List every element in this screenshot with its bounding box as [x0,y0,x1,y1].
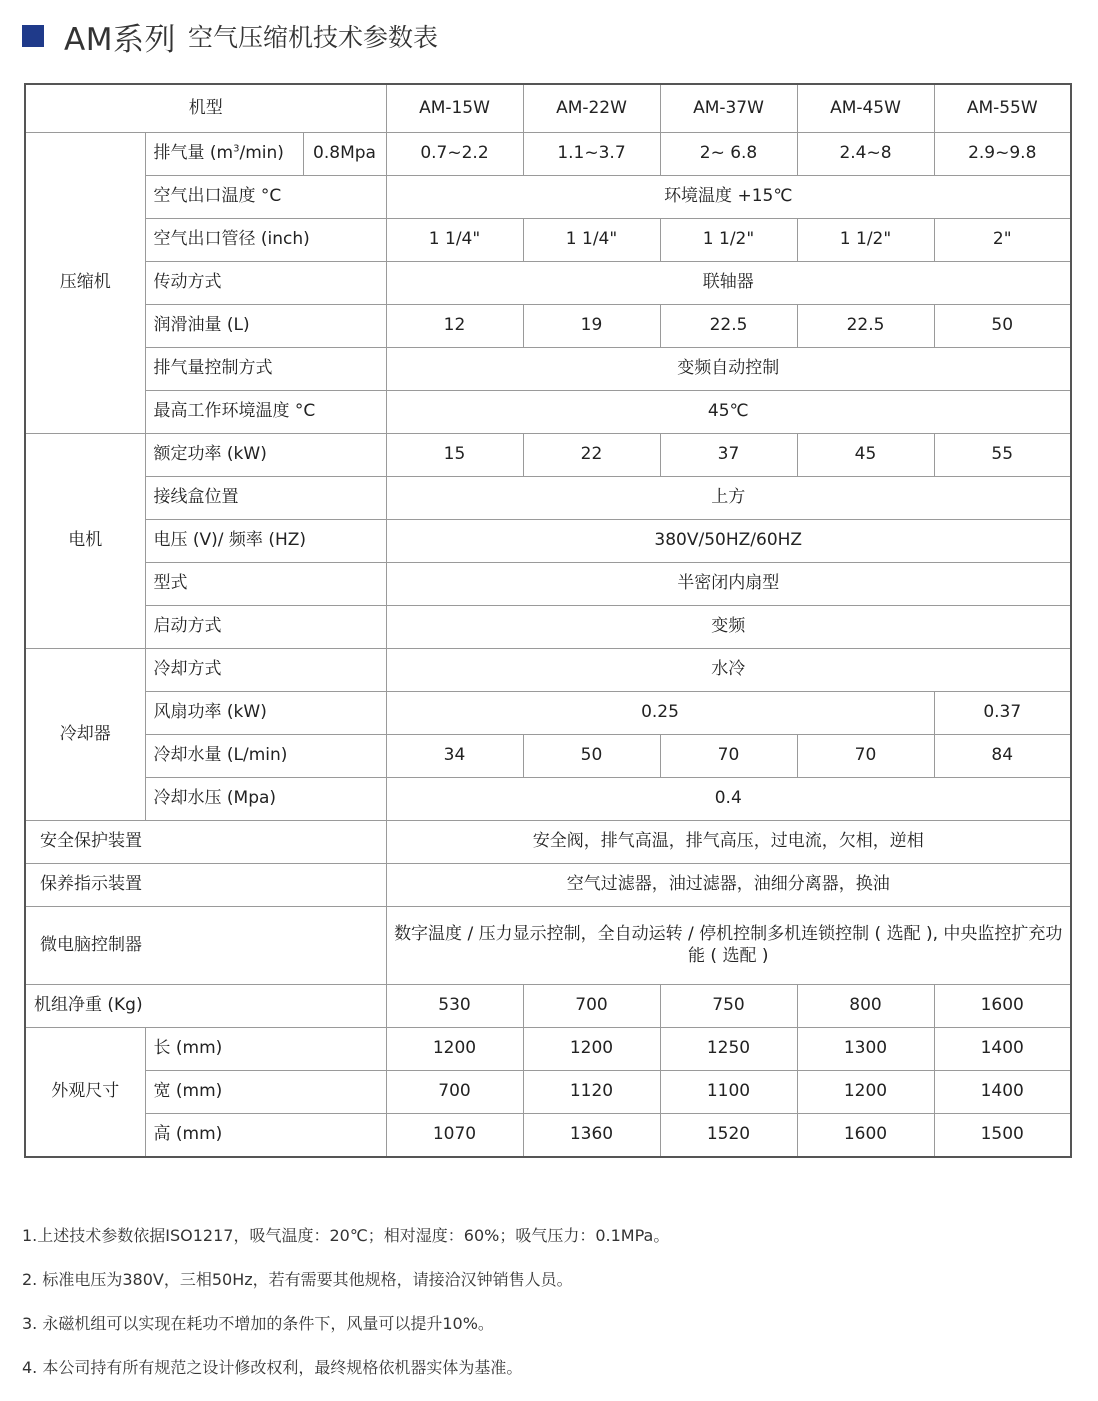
water-pressure-label: 冷却水压 (Mpa) [145,778,386,821]
value-cell: 70 [660,735,797,778]
model-cell: AM-55W [934,84,1071,133]
value-cell: 1120 [523,1071,660,1114]
value-cell: 水冷 [386,649,1071,692]
table-row [25,133,1071,176]
group-cooler: 冷却器 [25,649,145,821]
table-row [25,1114,1071,1158]
table-row [25,864,1071,907]
title-series: AM系列 [64,21,176,58]
table-row [25,219,1071,262]
table-row [25,348,1071,391]
value-cell: 1300 [797,1028,934,1071]
value-cell: 安全阀，排气高温，排气高压，过电流，欠相，逆相 [386,821,1071,864]
value-cell: 1520 [660,1114,797,1158]
spec-table [24,83,1072,1158]
value-cell: 700 [386,1071,523,1114]
value-cell: 1400 [934,1028,1071,1071]
value-cell: 1200 [523,1028,660,1071]
height-label: 高 (mm) [145,1114,386,1158]
value-cell: 1 1/2" [660,219,797,262]
value-cell: 45℃ [386,391,1071,434]
table-row [25,477,1071,520]
table-row [25,520,1071,563]
drive-label: 传动方式 [145,262,386,305]
value-cell: 1 1/2" [797,219,934,262]
model-cell: AM-45W [797,84,934,133]
pressure-cell: 0.8Mpa [303,133,386,176]
value-cell: 上方 [386,477,1071,520]
value-cell: 37 [660,434,797,477]
safety-label: 安全保护装置 [25,821,386,864]
displacement-label [145,133,303,176]
controller-label: 微电脑控制器 [25,907,386,985]
value-cell: 1 1/4" [523,219,660,262]
control-label: 排气量控制方式 [145,348,386,391]
value-cell: 70 [797,735,934,778]
width-label: 宽 (mm) [145,1071,386,1114]
value-cell: 1.1~3.7 [523,133,660,176]
model-cell: AM-15W [386,84,523,133]
table-row [25,563,1071,606]
table-row [25,606,1071,649]
table-row [25,692,1071,735]
displacement-label-sup: 3 [233,143,240,155]
value-cell: 变频 [386,606,1071,649]
value-cell: 380V/50HZ/60HZ [386,520,1071,563]
type-label: 型式 [145,563,386,606]
value-cell: 1200 [797,1071,934,1114]
value-cell: 联轴器 [386,262,1071,305]
water-label: 冷却水量 (L/min) [145,735,386,778]
value-cell: 19 [523,305,660,348]
value-cell: 22 [523,434,660,477]
value-cell: 50 [934,305,1071,348]
value-cell: 45 [797,434,934,477]
value-cell: 84 [934,735,1071,778]
table-row [25,1071,1071,1114]
value-cell: 1070 [386,1114,523,1158]
maintenance-label: 保养指示装置 [25,864,386,907]
notes [22,1220,1072,1396]
title-square-icon [22,25,44,47]
value-cell: 2~ 6.8 [660,133,797,176]
cooling-label: 冷却方式 [145,649,386,692]
group-motor: 电机 [25,434,145,649]
outlet-temp-label: 空气出口温度 °C [145,176,386,219]
table-row [25,649,1071,692]
length-label: 长 (mm) [145,1028,386,1071]
value-cell: 2" [934,219,1071,262]
value-cell: 0.7~2.2 [386,133,523,176]
value-cell: 数字温度 / 压力显示控制，全自动运转 / 停机控制多机连锁控制 ( 选配 ), 中央监控扩充功能 ( 选配 ) [386,907,1071,985]
group-dimensions: 外观尺寸 [25,1028,145,1158]
value-cell: 530 [386,985,523,1028]
table-row [25,391,1071,434]
value-cell: 50 [523,735,660,778]
value-cell: 15 [386,434,523,477]
value-cell: 1400 [934,1071,1071,1114]
group-compressor: 压缩机 [25,133,145,434]
value-cell: 22.5 [660,305,797,348]
table-row [25,434,1071,477]
value-cell: 0.37 [934,692,1071,735]
note-item: 3. 永磁机组可以实现在耗功不增加的条件下，风量可以提升10%。 [22,1314,494,1333]
table-row [25,735,1071,778]
model-cell: AM-37W [660,84,797,133]
table-row [25,176,1071,219]
value-cell: 环境温度 +15℃ [386,176,1071,219]
title-subtitle: 空气压缩机技术参数表 [187,23,438,52]
value-cell: 1 1/4" [386,219,523,262]
table-row [25,821,1071,864]
value-cell: 1250 [660,1028,797,1071]
table-row [25,262,1071,305]
value-cell: 1200 [386,1028,523,1071]
start-label: 启动方式 [145,606,386,649]
value-cell: 2.4~8 [797,133,934,176]
oil-label: 润滑油量 (L) [145,305,386,348]
value-cell: 1600 [934,985,1071,1028]
value-cell: 700 [523,985,660,1028]
page-header [22,14,438,58]
voltage-label: 电压 (V)/ 频率 (HZ) [145,520,386,563]
model-cell: AM-22W [523,84,660,133]
displacement-label-post: /min) [239,143,284,164]
value-cell: 1100 [660,1071,797,1114]
displacement-label-pre: 排气量 (m [153,143,234,164]
value-cell: 2.9~9.8 [934,133,1071,176]
value-cell: 750 [660,985,797,1028]
value-cell: 1360 [523,1114,660,1158]
table-row [25,907,1071,985]
note-item: 1.上述技术参数依据ISO1217，吸气温度：20℃；相对湿度：60%；吸气压力：0.1MPa。 [22,1226,670,1245]
value-cell: 12 [386,305,523,348]
junction-label: 接线盒位置 [145,477,386,520]
value-cell: 55 [934,434,1071,477]
note-item: 2. 标准电压为380V，三相50Hz，若有需要其他规格，请接洽汉钟销售人员。 [22,1270,573,1289]
outlet-pipe-label: 空气出口管径 (inch) [145,219,386,262]
value-cell: 1500 [934,1114,1071,1158]
max-temp-label: 最高工作环境温度 °C [145,391,386,434]
value-cell: 空气过滤器，油过滤器，油细分离器，换油 [386,864,1071,907]
weight-label: 机组净重 (Kg) [25,985,386,1028]
model-label: 机型 [25,84,386,133]
power-label: 额定功率 (kW) [145,434,386,477]
value-cell: 0.4 [386,778,1071,821]
value-cell: 22.5 [797,305,934,348]
value-cell: 半密闭内扇型 [386,563,1071,606]
table-row [25,305,1071,348]
value-cell: 34 [386,735,523,778]
table-row [25,985,1071,1028]
note-item: 4. 本公司持有所有规范之设计修改权利，最终规格依机器实体为基准。 [22,1358,523,1377]
value-cell: 800 [797,985,934,1028]
value-cell: 1600 [797,1114,934,1158]
table-row-header [25,84,1071,133]
fan-label: 风扇功率 (kW) [145,692,386,735]
table-row [25,778,1071,821]
table-row [25,1028,1071,1071]
value-cell: 变频自动控制 [386,348,1071,391]
value-cell: 0.25 [386,692,934,735]
